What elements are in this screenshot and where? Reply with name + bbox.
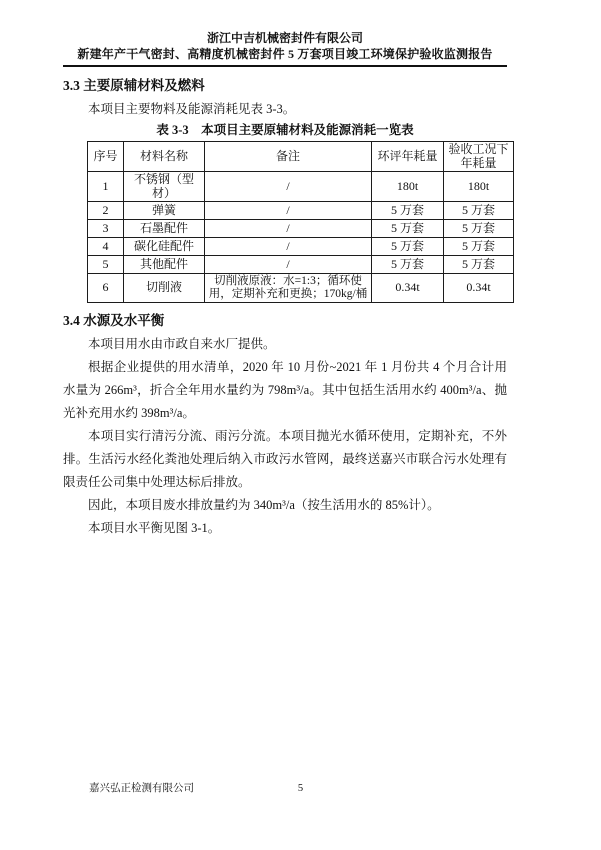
table-cell: 3: [88, 220, 124, 238]
table-cell: 0.34t: [444, 274, 514, 303]
table-cell: 1: [88, 172, 124, 202]
section-3-3-intro: 本项目主要物料及能源消耗见表 3-3。: [88, 102, 296, 116]
table-cell: 4: [88, 238, 124, 256]
table-cell: 5: [88, 256, 124, 274]
table-row: [88, 238, 514, 256]
table-cell: /: [205, 202, 372, 220]
table-cell: 5 万套: [444, 256, 514, 274]
table-cell: 石墨配件: [124, 220, 205, 238]
table-cell: 其他配件: [124, 256, 205, 274]
footer-company-name: 嘉兴弘正检测有限公司: [89, 783, 194, 794]
table-cell: 5 万套: [372, 202, 444, 220]
table-cell: 5 万套: [444, 238, 514, 256]
header-company-name: 浙江中吉机械密封件有限公司: [206, 31, 363, 45]
table-cell: /: [205, 220, 372, 238]
table-cell: 不锈钢（型材）: [124, 172, 205, 202]
table-row: [88, 274, 514, 303]
table-cell: 弹簧: [124, 202, 205, 220]
table-cell: 切削液原液：水=1:3；循环使用，定期补充和更换；170kg/桶: [205, 274, 372, 303]
water-usage-paragraph: 根据企业提供的用水清单，2020 年 10 月份~2021 年 1 月份共 4 个月合计用水量为 266m³，折合全年用水量约为 798m³/a。其中包括生活用水约 400m³/a、抛光补充用水约 398m³/a。: [63, 360, 507, 420]
drainage-paragraph: 本项目实行清污分流、雨污分流。本项目抛光水循环使用，定期补充，不外排。生活污水经化粪池处理后纳入市政污水管网，最终送嘉兴市联合污水处理有限责任公司集中处理达标后排放。: [63, 429, 507, 489]
table-cell: 5 万套: [372, 256, 444, 274]
table-cell: /: [205, 256, 372, 274]
table-cell: 5 万套: [372, 238, 444, 256]
table-row: [88, 256, 514, 274]
table-header-cell: 环评年耗量: [372, 142, 444, 172]
table-3-3-caption: 表 3-3 本项目主要原辅材料及能源消耗一览表: [156, 123, 414, 137]
table-cell: 切削液: [124, 274, 205, 303]
table-cell: 180t: [372, 172, 444, 202]
table-row: [88, 202, 514, 220]
table-header-cell: 序号: [88, 142, 124, 172]
table-cell: 180t: [444, 172, 514, 202]
water-balance-reference-paragraph: 本项目水平衡见图 3-1。: [88, 521, 221, 535]
table-row: [88, 220, 514, 238]
table-header-row: [88, 142, 514, 172]
page-header: [63, 30, 507, 67]
table-cell: 5 万套: [444, 202, 514, 220]
materials-consumption-table: [87, 141, 514, 303]
table-header-cell: 备注: [205, 142, 372, 172]
table-cell: 碳化硅配件: [124, 238, 205, 256]
table-cell: 5 万套: [372, 220, 444, 238]
section-3-3-heading: 3.3 主要原辅材料及燃料: [63, 78, 205, 93]
water-supply-paragraph: 本项目用水由市政自来水厂提供。: [88, 337, 276, 351]
table-header-cell: 材料名称: [124, 142, 205, 172]
page-content: [63, 76, 507, 540]
table-cell: 0.34t: [372, 274, 444, 303]
header-report-title: 新建年产干气密封、高精度机械密封件 5 万套项目竣工环境保护验收监测报告: [77, 47, 493, 61]
table-cell: 5 万套: [444, 220, 514, 238]
table-header-cell: 验收工况下年耗量: [444, 142, 514, 172]
table-cell: /: [205, 238, 372, 256]
page-number: 5: [297, 783, 304, 794]
section-3-4-heading: 3.4 水源及水平衡: [63, 313, 165, 328]
table-cell: 6: [88, 274, 124, 303]
table-cell: /: [205, 172, 372, 202]
table-row: [88, 172, 514, 202]
wastewater-discharge-paragraph: 因此，本项目废水排放量约为 340m³/a（按生活用水的 85%计）。: [88, 498, 440, 512]
table-cell: 2: [88, 202, 124, 220]
